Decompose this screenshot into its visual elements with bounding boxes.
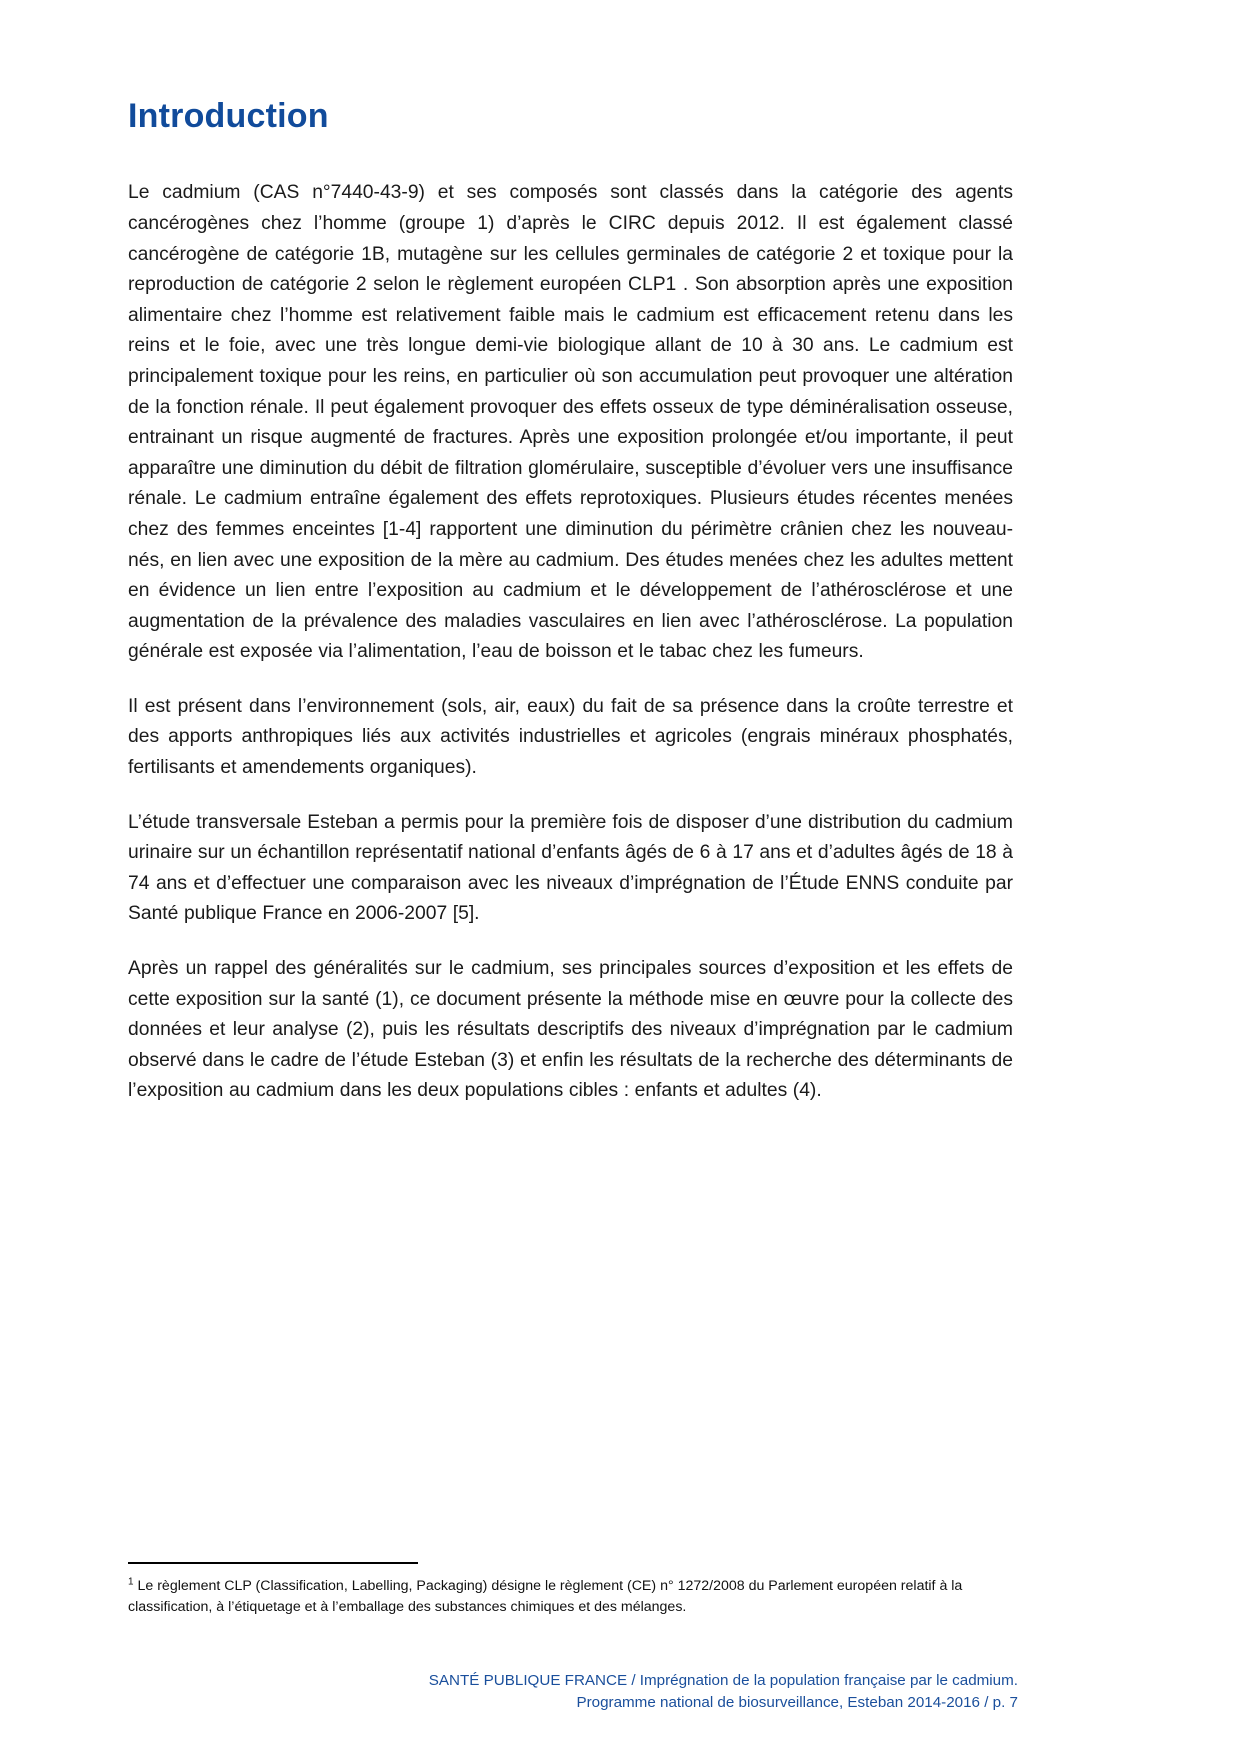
footer-line-1: SANTÉ PUBLIQUE FRANCE / Imprégnation de la population française par le cadmium. xyxy=(428,1672,1018,1689)
page-content xyxy=(128,0,1013,1107)
footnote-body: Le règlement CLP (Classification, Labelling, Packaging) désigne le règlement (CE) n° 1272/2008 du Parlement européen relatif à la classification, à l’étiquetage et à l’emballage des substances chimiques et des mélanges. xyxy=(128,1578,963,1615)
paragraph-2: Il est présent dans l’environnement (sols, air, eaux) du fait de sa présence dans la croûte terrestre et des apports anthropiques liés aux activités industrielles et agricoles (engrais minéraux phosphatés, fertilisants et amendements organiques). xyxy=(128,695,1013,779)
footnote-entry xyxy=(128,1576,1023,1617)
footnote-marker: 1 xyxy=(128,1576,134,1588)
paragraph-4: Après un rappel des généralités sur le cadmium, ses principales sources d’exposition et les effets de cette exposition sur la santé (1), ce document présente la méthode mise en œuvre pour la collecte des données et leur analyse (2), puis les résultats descriptifs des niveaux d’imprégnation par le cadmium observé dans le cadre de l’étude Esteban (3) et enfin les résultats de la recherche des déterminants de l’exposition au cadmium dans les deux populations cibles : enfants et adultes (4). xyxy=(128,958,1013,1102)
paragraph-1: Le cadmium (CAS n°7440-43-9) et ses composés sont classés dans la catégorie des agents cancérogènes chez l’homme (groupe 1) d’après le CIRC depuis 2012. Il est également classé cancérogène de catégorie 1B, mutagène sur les cellules germinales de catégorie 2 et toxique pour la reproduction de catégorie 2 selon le règlement européen CLP1 . Son absorption après une exposition alimentaire chez l’homme est relativement faible mais le cadmium est efficacement retenu dans les reins et le foie, avec une très longue demi-vie biologique allant de 10 à 30 ans. Le cadmium est principalement toxique pour les reins, en particulier où son accumulation peut provoquer une altération de la fonction rénale. Il peut également provoquer des effets osseux de type déminéralisation osseuse, entrainant un risque augmenté de fractures. Après une exposition prolongée et/ou importante, il peut apparaître une diminution du débit de filtration glomérulaire, susceptible d’évoluer vers une insuffisance rénale. Le cadmium entraîne également des effets reprotoxiques. Plusieurs études récentes menées chez des femmes enceintes [1-4] rapportent une diminution du périmètre crânien chez les nouveau-nés, en lien avec une exposition de la mère au cadmium. Des études menées chez les adultes mettent en évidence un lien entre l’exposition au cadmium et le développement de l’athérosclérose et une augmentation de la prévalence des maladies vasculaires en lien avec l’athérosclérose. La population générale est exposée via l’alimentation, l’eau de boisson et le tabac chez les fumeurs. xyxy=(128,182,1013,663)
page-title: Introduction xyxy=(128,97,329,135)
footnote-separator-rule xyxy=(128,1562,418,1564)
footer-line-2: Programme national de biosurveillance, Esteban 2014-2016 / p. 7 xyxy=(576,1694,1018,1711)
body-text-block xyxy=(128,178,1013,1107)
footnote-section xyxy=(128,1562,1023,1617)
page-footer xyxy=(128,1670,1018,1714)
paragraph-3: L’étude transversale Esteban a permis pour la première fois de disposer d’une distribution du cadmium urinaire sur un échantillon représentatif national d’enfants âgés de 6 à 17 ans et d’adultes âgés de 18 à 74 ans et d’effectuer une comparaison avec les niveaux d’imprégnation de l’Étude ENNS conduite par Santé publique France en 2006-2007 [5]. xyxy=(128,811,1013,925)
